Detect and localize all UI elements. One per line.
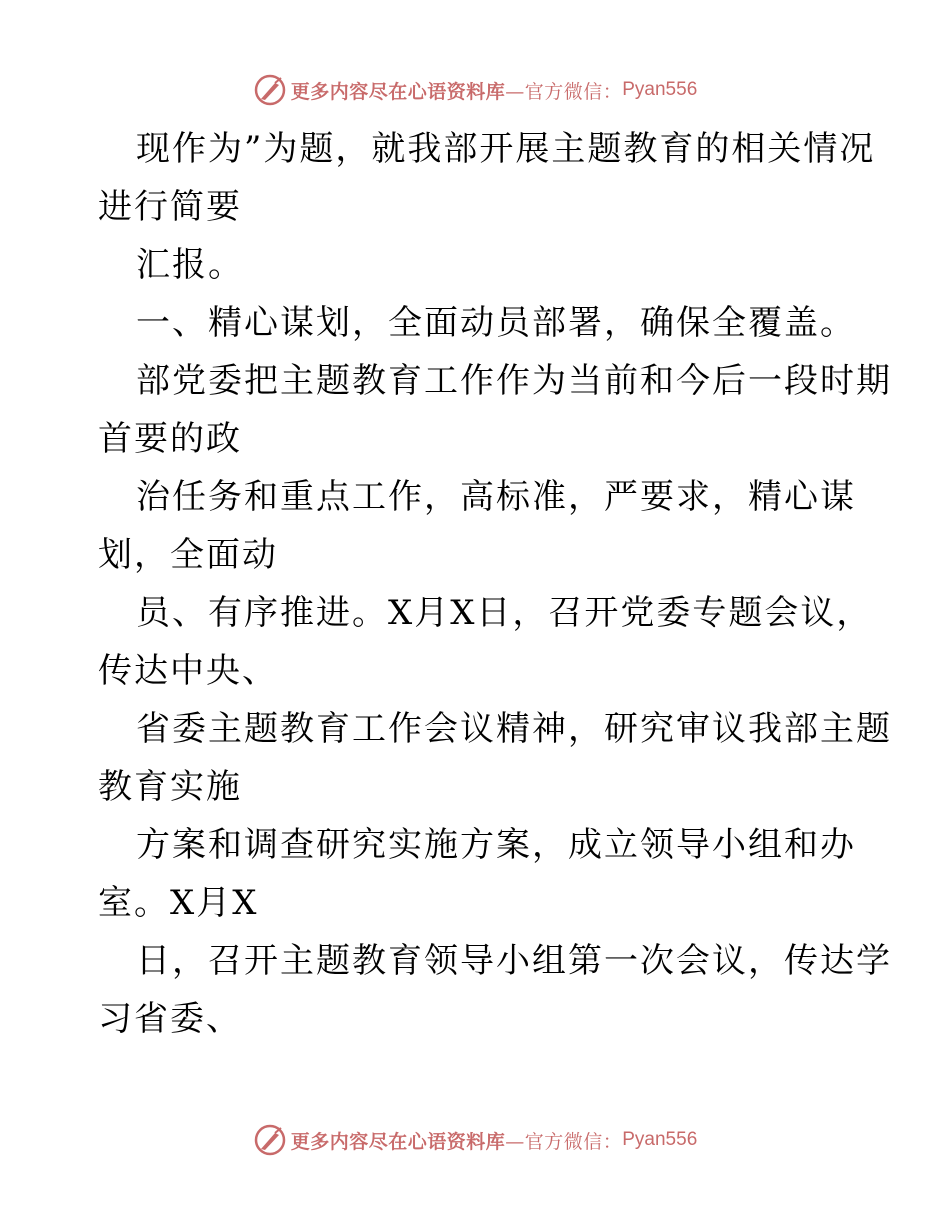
banner-separator: —官方微信：: [505, 80, 623, 103]
document-body: [98, 120, 892, 1048]
text-line: 习省委、: [98, 999, 242, 1039]
text-line: 方案和调查研究实施方案，成立领导小组和办: [136, 825, 856, 865]
banner-text: 更多内容尽在心语资料库: [290, 80, 506, 103]
text-line: 现作为”为题，就我部开展主题教育的相关情况: [136, 129, 876, 169]
quill-pen-logo-icon: [253, 73, 287, 107]
text-line: 员、有序推进。X月X日，召开党委专题会议，: [136, 593, 873, 633]
text-line: 进行简要: [98, 187, 242, 227]
banner-text: 更多内容尽在心语资料库: [290, 1130, 506, 1153]
text-line: 日，召开主题教育领导小组第一次会议，传达学: [136, 941, 892, 981]
text-line: 首要的政: [98, 419, 242, 459]
text-line: 省委主题教育工作会议精神，研究审议我部主题: [136, 709, 892, 749]
banner-wechat-id: Pyan556: [622, 79, 698, 100]
section-heading: 一、精心谋划，全面动员部署，确保全覆盖。: [136, 303, 856, 343]
banner-separator: —官方微信：: [505, 1130, 623, 1153]
text-line: 室。X月X: [98, 883, 259, 923]
header-banner: [0, 70, 950, 110]
quill-pen-logo-icon: [253, 1123, 287, 1157]
text-line: 教育实施: [98, 767, 242, 807]
banner-wechat-id: Pyan556: [622, 1129, 698, 1150]
text-line: 划，全面动: [98, 535, 278, 575]
footer-banner: [0, 1120, 950, 1160]
text-line: 汇报。: [136, 245, 244, 285]
text-line: 部党委把主题教育工作作为当前和今后一段时期: [136, 361, 892, 401]
text-line: 传达中央、: [98, 651, 278, 691]
text-line: 治任务和重点工作，高标准，严要求，精心谋: [136, 477, 856, 517]
